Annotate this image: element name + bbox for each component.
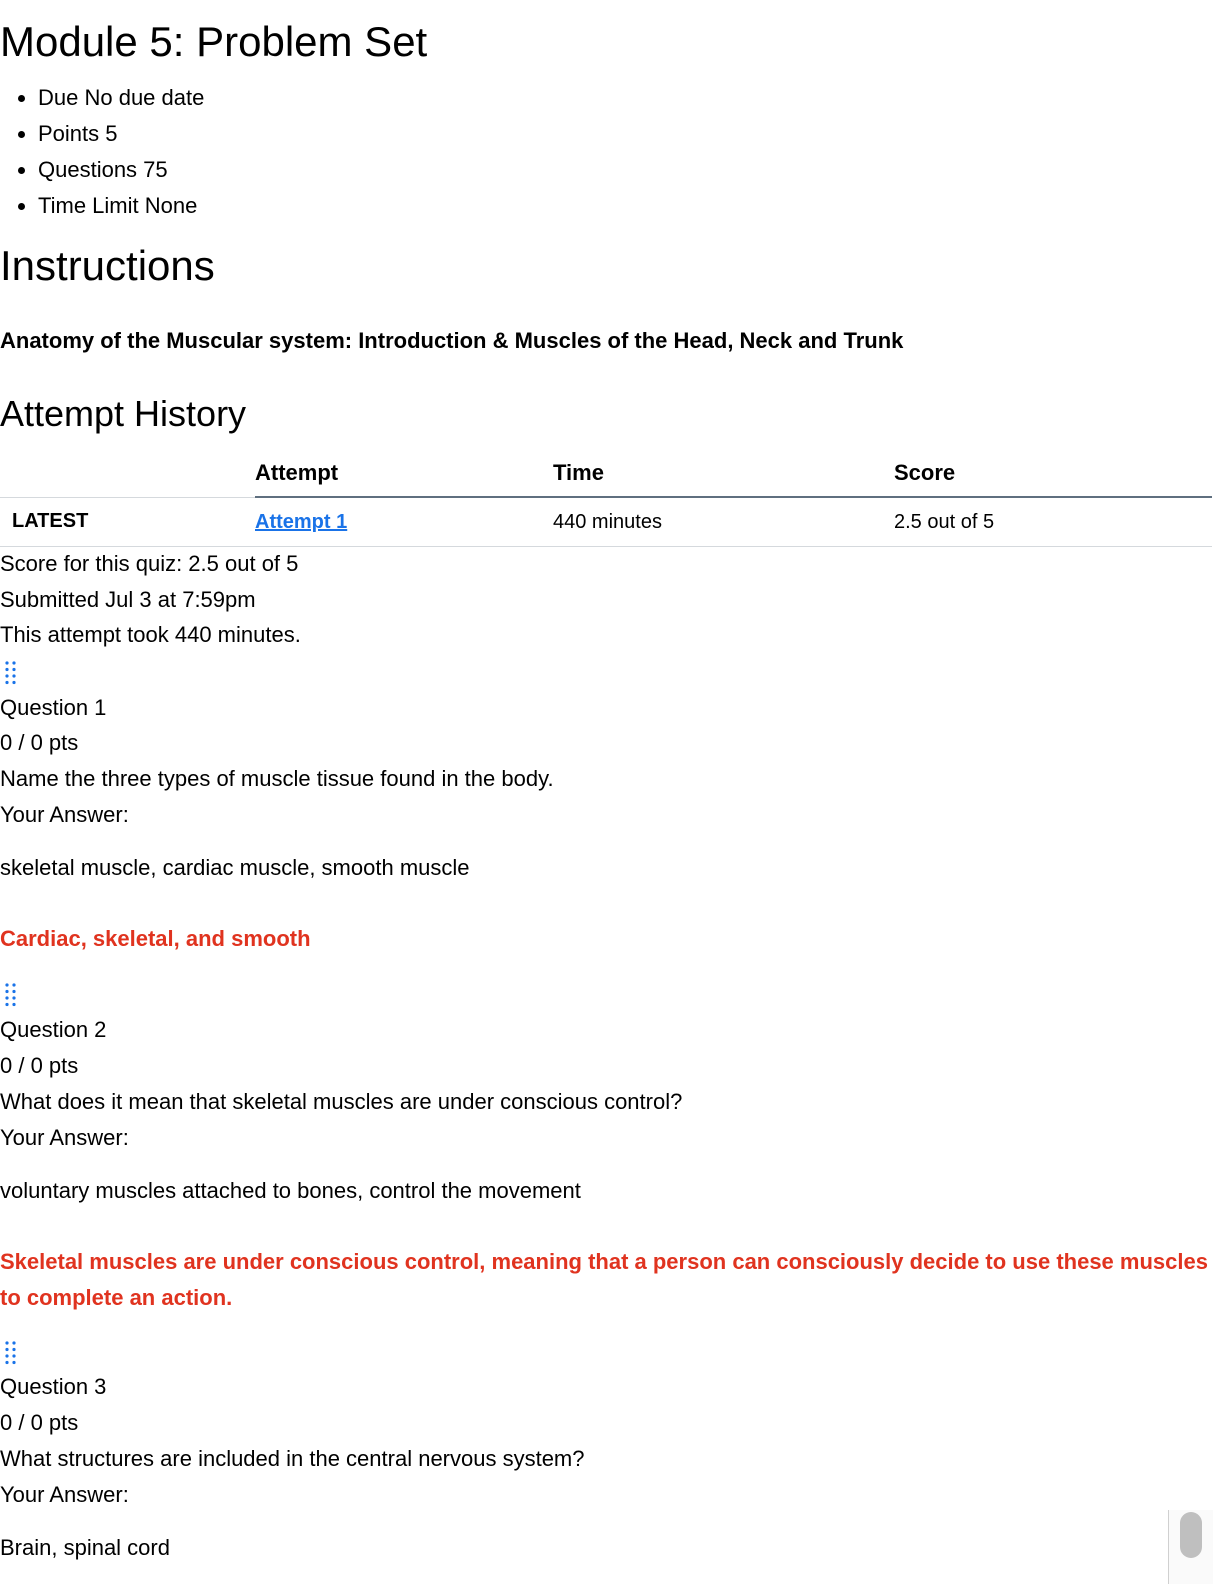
attempt-duration: This attempt took 440 minutes. — [0, 622, 301, 647]
detail-points: • Points 5 — [38, 116, 204, 152]
header-blank — [0, 450, 255, 497]
question-1-your-answer-label: Your Answer: — [0, 802, 129, 827]
quiz-score: Score for this quiz: 2.5 out of 5 — [0, 551, 299, 576]
question-1-prompt: Name the three types of muscle tissue found in the body. — [0, 766, 554, 791]
question-3-answer: Brain, spinal cord — [0, 1535, 170, 1560]
detail-due: • Due No due date — [38, 80, 204, 116]
drag-handle-icon[interactable] — [4, 660, 18, 686]
question-2-label: Question 2 — [0, 1017, 107, 1042]
table-header-row — [0, 450, 1212, 497]
attempt-cell — [255, 497, 553, 547]
question-2-answer: voluntary muscles attached to bones, control the movement — [0, 1178, 581, 1203]
question-2-points: 0 / 0 pts — [0, 1053, 79, 1078]
question-3-label: Question 3 — [0, 1374, 107, 1399]
question-1-feedback: Cardiac, skeletal, and smooth — [0, 926, 311, 951]
page-title: Module 5: Problem Set — [0, 18, 428, 65]
table-row — [0, 497, 1212, 547]
question-1-answer: skeletal muscle, cardiac muscle, smooth muscle — [0, 855, 470, 880]
question-1-label: Question 1 — [0, 695, 107, 720]
question-2-prompt: What does it mean that skeletal muscles are under conscious control? — [0, 1089, 683, 1114]
question-1-points: 0 / 0 pts — [0, 730, 79, 755]
time-cell: 440 minutes — [553, 497, 894, 547]
attempt-history-table — [0, 450, 1212, 547]
detail-questions: • Questions 75 — [38, 152, 204, 188]
question-2-your-answer-label: Your Answer: — [0, 1125, 129, 1150]
detail-time-limit: • Time Limit None — [38, 188, 204, 224]
header-attempt: Attempt — [255, 450, 553, 497]
attempt-1-link[interactable]: Attempt 1 — [255, 510, 348, 533]
latest-tag: LATEST — [0, 497, 255, 547]
instructions-text: Anatomy of the Muscular system: Introduction & Muscles of the Head, Neck and Trunk — [0, 328, 904, 353]
question-3-points: 0 / 0 pts — [0, 1410, 79, 1435]
instructions-heading: Instructions — [0, 242, 215, 289]
drag-handle-icon[interactable] — [4, 982, 18, 1008]
quiz-details — [0, 80, 204, 224]
attempt-history-heading: Attempt History — [0, 393, 247, 434]
scrollbar-thumb[interactable] — [1180, 1512, 1202, 1558]
question-3-your-answer-label: Your Answer: — [0, 1482, 129, 1507]
question-3-prompt: What structures are included in the central nervous system? — [0, 1446, 585, 1471]
question-2-feedback: Skeletal muscles are under conscious control, meaning that a person can consciously decide to use these muscles to complete an action. — [0, 1249, 1208, 1310]
submitted-time: Submitted Jul 3 at 7:59pm — [0, 587, 256, 612]
drag-handle-icon[interactable] — [4, 1340, 18, 1366]
score-cell: 2.5 out of 5 — [894, 497, 1212, 547]
header-score: Score — [894, 450, 1212, 497]
header-time: Time — [553, 450, 894, 497]
